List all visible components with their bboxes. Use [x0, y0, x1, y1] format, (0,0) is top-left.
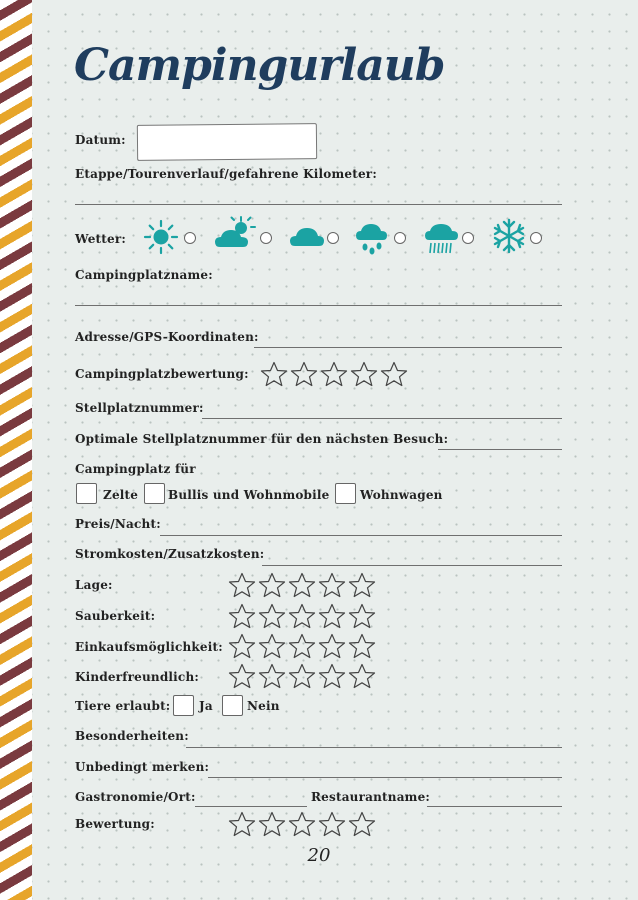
- sauberkeit-label: Sauberkeit:: [75, 609, 156, 623]
- einkaufsmoeglichkeit-label: Einkaufsmöglichkeit:: [75, 640, 223, 654]
- besonderheiten-label: Besonderheiten:: [75, 729, 189, 743]
- tiere-ja-label: Ja: [199, 699, 213, 713]
- star-icon[interactable]: [228, 633, 256, 659]
- star-icon[interactable]: [288, 603, 316, 629]
- sauberkeit-rating[interactable]: [228, 603, 376, 629]
- star-icon[interactable]: [290, 361, 318, 387]
- star-icon[interactable]: [288, 811, 316, 837]
- campingplatzname-line[interactable]: [75, 305, 562, 306]
- decorative-stripe-border: [0, 0, 32, 900]
- star-icon[interactable]: [318, 572, 346, 598]
- tiere-nein-checkbox[interactable]: [222, 695, 243, 716]
- stellplatznummer-label: Stellplatznummer:: [75, 401, 204, 415]
- etappe-label: Etappe/Tourenverlauf/gefahrene Kilometer:: [75, 167, 377, 181]
- tiere-erlaubt-label: Tiere erlaubt:: [75, 699, 171, 713]
- einkauf-rating[interactable]: [228, 633, 376, 659]
- star-icon[interactable]: [318, 633, 346, 659]
- campingplatzname-label: Campingplatzname:: [75, 268, 213, 282]
- star-icon[interactable]: [228, 811, 256, 837]
- star-icon[interactable]: [258, 572, 286, 598]
- bewertung-rating[interactable]: [228, 811, 376, 837]
- star-icon[interactable]: [258, 603, 286, 629]
- lage-label: Lage:: [75, 578, 113, 592]
- stromkosten-line[interactable]: [262, 565, 562, 566]
- adresse-label: Adresse/GPS-Koordinaten:: [75, 330, 259, 344]
- star-icon[interactable]: [318, 663, 346, 689]
- restaurantname-label: Restaurantname:: [311, 790, 431, 804]
- lage-rating[interactable]: [228, 572, 376, 598]
- star-icon[interactable]: [348, 572, 376, 598]
- weather-snow-checkbox[interactable]: [530, 232, 542, 244]
- page-title: Campingurlaub: [74, 40, 445, 91]
- tiere-ja-checkbox[interactable]: [173, 695, 194, 716]
- wetter-label: Wetter:: [75, 232, 127, 246]
- wohnwagen-label: Wohnwagen: [360, 488, 443, 502]
- star-icon[interactable]: [288, 633, 316, 659]
- page-number: 20: [307, 845, 331, 866]
- campingplatzbewertung-label: Campingplatzbewertung:: [75, 367, 249, 381]
- campingplatz-fuer-label: Campingplatz für: [75, 462, 196, 476]
- star-icon[interactable]: [318, 811, 346, 837]
- star-icon[interactable]: [350, 361, 378, 387]
- bullis-checkbox[interactable]: [144, 483, 165, 504]
- datum-field[interactable]: [137, 123, 317, 161]
- heavy-rain-icon: [424, 222, 460, 256]
- star-icon[interactable]: [228, 572, 256, 598]
- weather-partly-cloudy-checkbox[interactable]: [260, 232, 272, 244]
- kinderfreundlich-rating[interactable]: [228, 663, 376, 689]
- cloud-icon: [289, 224, 325, 248]
- optimale-stellplatznummer-label: Optimale Stellplatznummer für den nächsten Besuch:: [75, 432, 449, 446]
- weather-heavy-rain-checkbox[interactable]: [462, 232, 474, 244]
- star-icon[interactable]: [258, 633, 286, 659]
- gastronomie-label: Gastronomie/Ort:: [75, 790, 196, 804]
- tiere-nein-label: Nein: [247, 699, 280, 713]
- star-icon[interactable]: [320, 361, 348, 387]
- star-icon[interactable]: [348, 633, 376, 659]
- zelte-label: Zelte: [103, 488, 139, 502]
- snowflake-icon: [491, 218, 527, 254]
- star-icon[interactable]: [228, 603, 256, 629]
- star-icon[interactable]: [260, 361, 288, 387]
- stromkosten-label: Stromkosten/Zusatzkosten:: [75, 547, 265, 561]
- etappe-line[interactable]: [75, 204, 562, 205]
- star-icon[interactable]: [348, 603, 376, 629]
- datum-label: Datum:: [75, 133, 126, 147]
- restaurantname-line[interactable]: [427, 806, 562, 807]
- star-icon[interactable]: [228, 663, 256, 689]
- bullis-label: Bullis und Wohnmobile: [168, 488, 330, 502]
- star-icon[interactable]: [318, 603, 346, 629]
- unbedingt-merken-line[interactable]: [208, 777, 562, 778]
- adresse-line[interactable]: [254, 347, 562, 348]
- star-icon[interactable]: [348, 663, 376, 689]
- optimale-stellplatznummer-line[interactable]: [438, 449, 562, 450]
- kinderfreundlich-label: Kinderfreundlich:: [75, 670, 199, 684]
- campingplatz-rating[interactable]: [260, 361, 408, 387]
- weather-sun-checkbox[interactable]: [184, 232, 196, 244]
- star-icon[interactable]: [348, 811, 376, 837]
- zelte-checkbox[interactable]: [76, 483, 97, 504]
- star-icon[interactable]: [288, 663, 316, 689]
- star-icon[interactable]: [258, 811, 286, 837]
- rain-cloud-icon: [355, 222, 389, 256]
- preis-line[interactable]: [160, 535, 562, 536]
- star-icon[interactable]: [258, 663, 286, 689]
- bewertung-label: Bewertung:: [75, 817, 155, 831]
- weather-cloud-checkbox[interactable]: [327, 232, 339, 244]
- sun-icon: [143, 219, 179, 255]
- wohnwagen-checkbox[interactable]: [335, 483, 356, 504]
- star-icon[interactable]: [288, 572, 316, 598]
- weather-rain-checkbox[interactable]: [394, 232, 406, 244]
- star-icon[interactable]: [380, 361, 408, 387]
- gastronomie-line[interactable]: [195, 806, 307, 807]
- besonderheiten-line[interactable]: [186, 747, 562, 748]
- stellplatznummer-line[interactable]: [202, 418, 562, 419]
- partly-cloudy-icon: [214, 215, 256, 251]
- preis-label: Preis/Nacht:: [75, 517, 161, 531]
- unbedingt-merken-label: Unbedingt merken:: [75, 760, 210, 774]
